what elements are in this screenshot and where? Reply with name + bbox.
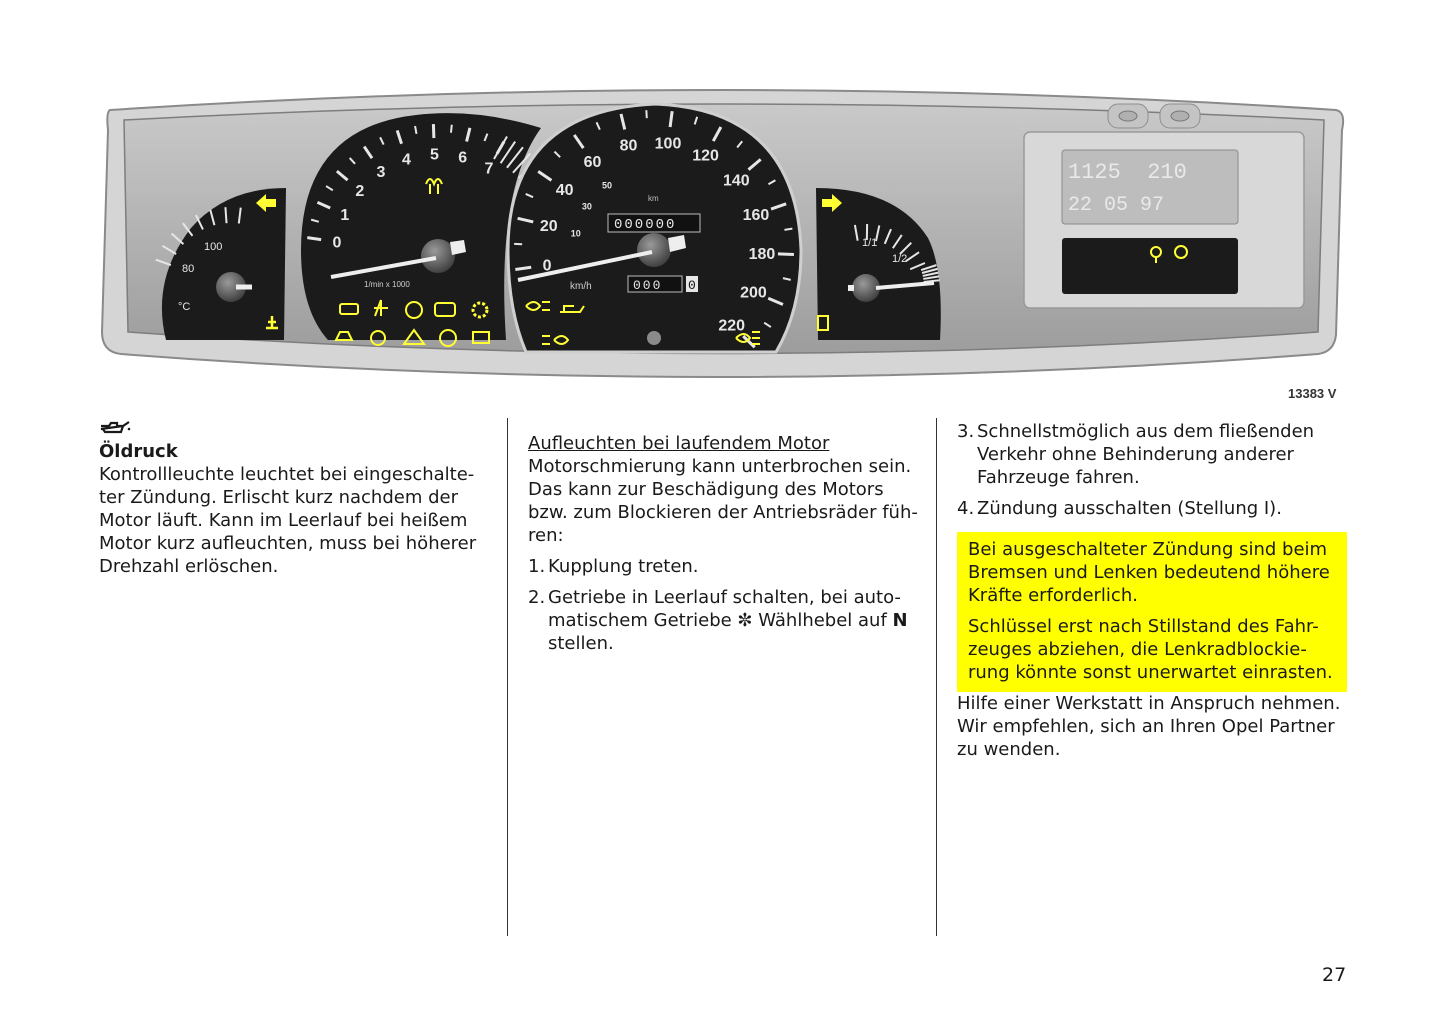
trip-reset-button [647,331,661,345]
list-item [957,420,1347,489]
speed-tick-label: 160 [742,206,770,224]
tach-hub [421,239,455,273]
column-right [957,420,1347,761]
speed-tick-label: 200 [740,284,767,302]
odometer-readout: 000000 [614,217,677,233]
list-item [528,586,923,655]
column-middle [528,420,923,655]
warning-text: Bei ausgeschalteter Zündung sind beim Bremsen und Lenken bedeutend höhere Kräfte erforderlich. [968,539,1330,606]
speed-tick-label: 120 [692,147,719,165]
fuel-gauge-hub [852,274,880,302]
tach-unit-label: 1/min x 1000 [364,280,410,289]
list-item [528,555,923,578]
trip-meter-readout: 000 [633,278,663,293]
closing-paragraph: Hilfe einer Werkstatt in Anspruch nehmen. Wir empfehlen, sich an Ihren Opel Partner zu wenden. [957,693,1341,760]
speedometer [508,104,801,352]
tach-tick-label: 6 [458,149,468,167]
tach-tick-label: 5 [429,146,439,164]
fuel-tick-label-full: 1/1 [862,237,878,249]
tach-tick-label: 0 [332,234,342,252]
speed-tick-label: 220 [718,317,746,335]
speed-small-label: 50 [601,180,612,191]
temp-tick-label-100: 100 [204,241,223,253]
temp-tick-label-80: 80 [182,263,195,275]
list-item-text-part: Wählhebel auf [752,610,893,631]
speed-tick-label: 100 [654,135,682,153]
speed-small-label: 10 [570,228,581,239]
speed-tick-label: 140 [722,172,750,190]
speed-small-label: 30 [581,201,592,212]
speed-tick-label: 180 [748,246,776,264]
speed-tick [778,254,794,255]
speed-tick-label: 60 [583,153,602,171]
speed-tick-label: 0 [542,257,552,275]
list-item-text-part: stellen. [548,633,614,654]
list-item-text: Schnellstmöglich aus dem fließenden Verkehr ohne Behinderung anderer Fahrzeuge fahren. [977,421,1315,488]
tach-minor-tick [415,126,416,134]
speed-tick-label: 40 [555,181,574,199]
tach-tick [307,238,321,240]
list-item-number: 1. [528,556,546,577]
temp-unit-label: °C [178,301,191,313]
tach-tick-label: 7 [484,160,494,178]
tach-tick-label: 4 [402,151,411,169]
list-item-text: Zündung ausschalten (Stellung I). [977,498,1282,519]
tach-tick-label: 2 [355,183,365,201]
list-item-text [548,586,923,655]
instrument-cluster-figure [96,70,1346,405]
info-lcd-line-2: 22 05 97 [1068,194,1165,217]
info-lcd-line-1: 1125 210 [1068,160,1187,185]
section-body: Kontrollleuchte leuchtet bei eingeschalte- ter Zündung. Erlischt kurz nachdem der Motor läuft. Kann im Leerlauf bei heißem Motor kurz aufleuchten, muss bei höherer Drehzahl erlöschen. [99,464,477,577]
list-item [957,497,1347,520]
automatic-transmission-icon: ✼ [737,610,753,631]
tach-tick-label: 1 [340,207,350,225]
page-number: 27 [1322,964,1347,986]
info-display-module [1024,104,1304,308]
speed-tick-label: 80 [619,137,638,155]
column-divider-2 [936,418,937,936]
speed-tick-label: 20 [539,218,558,236]
speedometer-hub [637,233,671,267]
list-item-number: 4. [957,498,975,519]
list-item-text: Kupplung treten. [548,556,699,577]
speed-minor-tick [784,229,792,230]
warning-text: Schlüssel erst nach Stillstand des Fahr- zeuges abziehen, die Lenkradblockie- rung könnte sonst unerwartet einrasten. [968,616,1333,683]
speed-unit-km-label: km [648,194,659,203]
column-left [99,420,489,578]
oil-can-icon [99,420,131,436]
subheading-body: Motorschmierung kann unterbrochen sein. Das kann zur Beschädigung des Motors bzw. zum Blockieren der Antriebsräder füh- ren: [528,456,918,546]
trip-tenth-readout: 0 [688,278,696,293]
info-warning-panel [1062,238,1238,294]
tach-tick-label: 3 [376,164,386,182]
figure-id-label: 13383 V [1288,386,1337,401]
temp-tick [225,207,226,223]
speed-tick [670,111,672,127]
column-divider-1 [507,418,508,936]
section-heading: Öldruck [99,441,178,462]
list-item-number: 2. [528,587,546,608]
fuel-tick-label-half: 1/2 [892,253,908,265]
tach-minor-tick [451,125,452,133]
speed-unit-label: km/h [570,281,592,292]
list-item-text-part: Getriebe in Leerlauf schalten, bei auto- matischem Getriebe [548,587,901,631]
list-item-number: 3. [957,421,975,442]
gear-n-label: N [892,610,908,631]
subheading: Aufleuchten bei laufendem Motor [528,433,830,454]
warning-box [957,532,1347,692]
